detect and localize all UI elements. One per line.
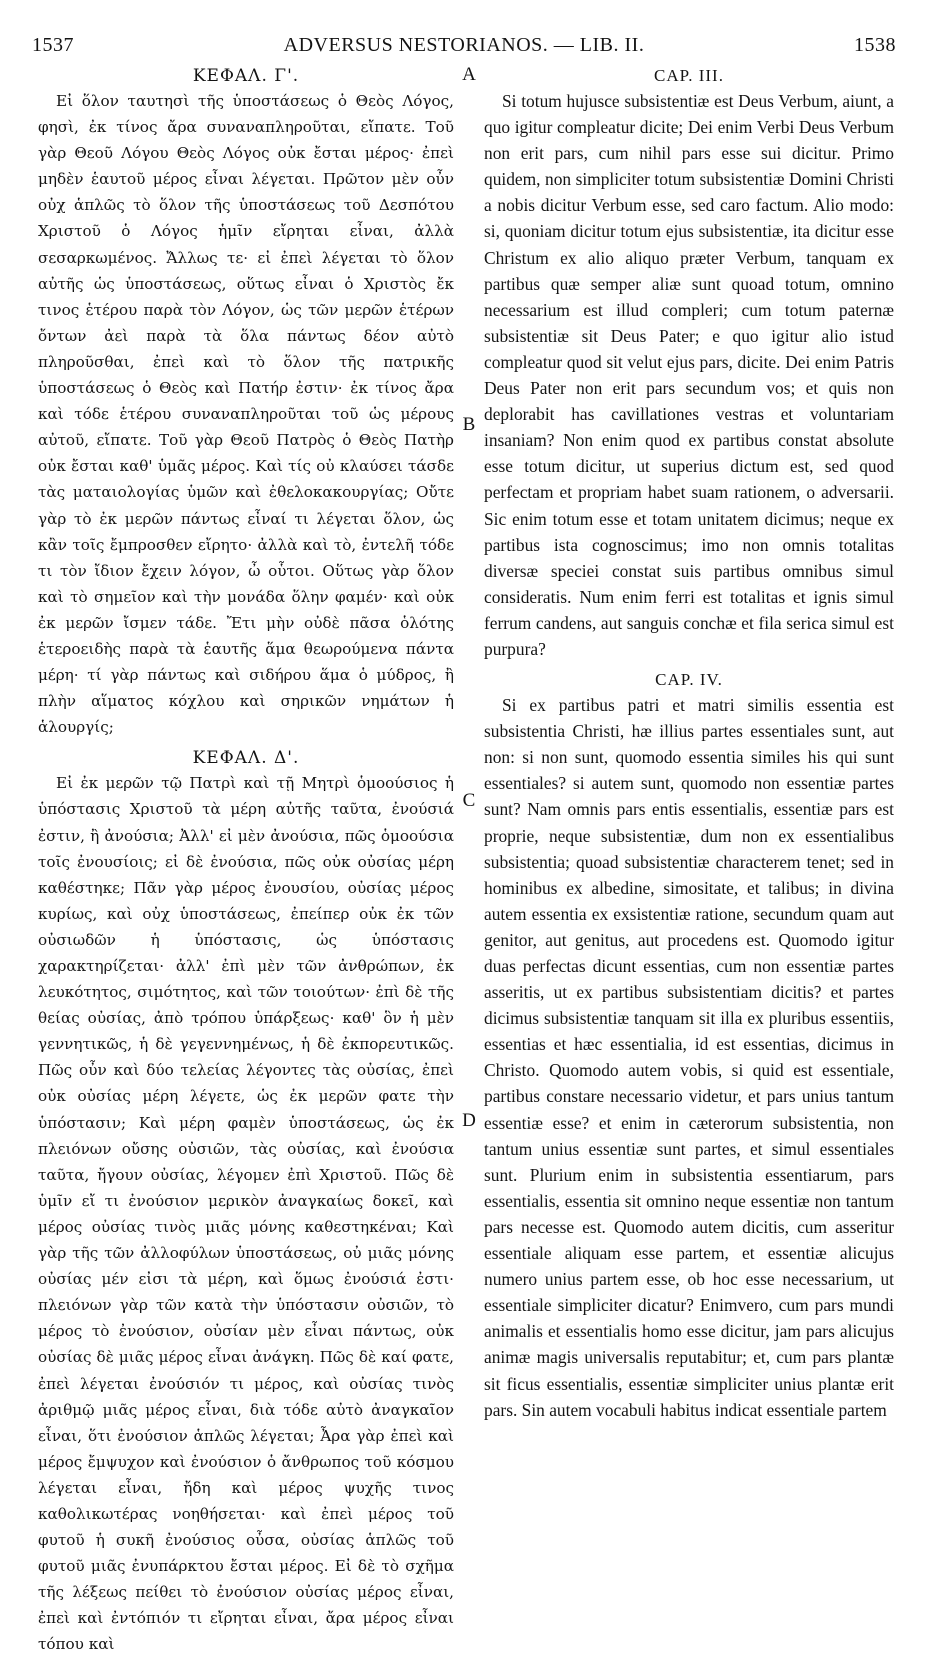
latin-chapter-3-heading: CAP. III. [654,66,724,85]
page-number-left: 1537 [32,34,74,56]
latin-chapter-3-text: Si totum hujusce subsistentiæ est Deus Verbum, aiunt, a quo igitur compleatur dicite; Dei enim Verbi Deus Verbum non erit pars, cum nihil pars esse sui dicitur. Primo quidem, non simpliciter totum subsistentiæ Domini Christi a nobis dicitur Verbum esse, sed caro factum. Alio modo: si, quoniam dicitur totum ejus subsistentiæ, ita dicitur esse Christum ex alio aliquo præter Verbum, tanquam ex partibus quæ semper aliæ sunt quoad totum, omnino necessarium est illud compleri; cum totum paternæ subsistentiæ sit Deus Pater; e quo igitur alio istud compleatur quod sit velut ejus pars, dicite. Dei enim Patris Deus Pater non erit pars secundum vos; et quis non deplorabit has cavillationes vestras et voluntariam insaniam? Non enim quod ex partibus constat absolute esse totum dicitur, ut superius dictum est, sed quod perfectam et propriam habet suam rationem, o adversarii. Sic enim totum esse et totam unitatem dicimus; neque ex partibus ista cognoscimus; imo non omnis totalitas diversæ speciei constat suis partibus omnibus simul consideratis. Num enim ferri est totalitas et ignis simul ferrum candens, aut sanguis conchæ et fila serica simul est purpura? [484,91,894,659]
greek-chapter-4-heading: ΚΕΦΑΛ. Δ'. [192,748,300,769]
greek-column [38,64,454,1658]
running-title: ADVERSUS NESTORIANOS. — LIB. II. [283,34,645,56]
greek-chapter-3-text: Εἰ ὅλον ταυτησὶ τῆς ὑποστάσεως ὁ Θεὸς Λόγος, φησὶ, ἐκ τίνος ἄρα συναναπληροῦται, εἴπατε. Τοῦ γὰρ Θεοῦ Λόγου Θεὸς Λόγος οὐκ ἔσται μέρος· ἐπεὶ μηδὲν ἑαυτοῦ μέρος εἶναι λέγεται. Πρῶτον μὲν οὖν οὐχ ἁπλῶς τὸ ὅλον τῆς ὑποστάσεως τοῦ Δεσπότου Χριστοῦ ὁ Λόγος ἡμῖν εἴρηται εἶναι, ἀλλὰ σεσαρκωμένος. Ἄλλως τε· εἰ ἐπεὶ λέγεται τὸ ὅλον αὐτῆς ὡς ὑποστάσεως, οὕτως εἶναι ὁ Χριστὸς ἔκ τινος ἑτέρου παρὰ τὸν Λόγον, ὡς τῶν μερῶν ἑτέρων ὄντων ἀεὶ παρὰ τὰ ὅλα πάντως δέον αὐτὸ πληροῦσθαι, ἐπεὶ καὶ τὸ ὅλον τῆς πατρικῆς ὑποστάσεως ὁ Θεὸς καὶ Πατήρ ἐστιν· ἐκ τίνος ἄρα καὶ τόδε ἑτέρου συναναπληροῦται τοῦ ὡς μέρους αὐτοῦ, εἴπατε. Τοῦ γὰρ Θεοῦ Πατρὸς ὁ Θεὸς Πατὴρ οὐκ ἔσται καθ' ὑμᾶς μέρος. Καὶ τίς οὐ κλαύσει τάσδε τὰς ματαιολογίας ὑμῶν καὶ ἐθελοκακουργίας; Οὔτε γὰρ τὸ ἐκ μερῶν πάντως εἶναί τι λέγεται ὅλον, ὡς κἂν τοῖς ἔμπροσθεν εἴρητο· ἀλλὰ καὶ τὸ, ἐντελῆ τόδε τι τὸν ἴδιον ἔχειν λόγον, ὦ οὗτοι. Οὕτως γὰρ ὅλον καὶ τὸ σημεῖον καὶ τὴν μονάδα ὅλην φαμέν· καὶ οὐκ ἐκ μερῶν ἴσμεν τάδε. Ἔτι μὴν οὐδὲ πᾶσα ὁλότης ἑτεροειδὴς παρὰ τὰ ἑαυτῆς ἅμα θεωρούμενα πάντα μέρη· τί γὰρ πάντως καὶ σιδήρου ἅμα ὁ μύδρος, ἢ πλὴν αἵματος κόχλου καὶ σηρικῶν νημάτων ἡ ἁλουργίς; [38,92,454,737]
greek-chapter-3-heading: ΚΕΦΑΛ. Γ'. [192,66,300,86]
margin-letter-c: C [462,790,476,811]
latin-chapter-4-text: Si ex partibus patri et matri similis essentia est subsistentia Christi, hæ illius partes essentiales sunt, aut non: si non sunt, quomodo essentia similes his qui sunt essentiales? si autem sunt, quomodo non essentiæ partes sunt? Nam omnis pars entis essentialis, essentiæ pars est proprie, neque subsistentiæ, dum non ex essentialibus subsistentia; quoad subsistentiæ characterem tenet; sed in hominibus ex albedine, simositate, et talibus; in divina autem essentia ex exsistentiæ ratione, secundum quam aut genitor, aut genitus, aut procedens est. Quomodo igitur duas perfectas dicunt essentias, cum non essentiæ partes asseritis, ut ex partibus subsistentiam dicitis? et partes dicimus subsistentiæ tanquam sit illa ex pluribus essentiis, essentias et hæc essentialia, id est essentias, dicimus in Christo. Quomodo autem vobis, si quid est essentiale, partibus constare necessario videtur, et pars unius tantum essentiæ esse? et enim in cæterorum subsistentia, non tantum unius essentiæ sunt partes, et simul essentiales sunt. Plurium enim in subsistentia essentiarum, pars essentialis, essentia sit omnino neque essentiæ non tantum pars necesse est. Quomodo autem dicitis, cum asseritur essentiale aliquam esse partem, et essentiæ alicujus numero unius partem esse, ob hoc esse necessarium, ut essentiale simpliciter dicatur? Enimvero, cum pars mundi animalis et essentialis homo esse dicitur, jam pars alicujus animæ magis universalis reputabitur; et, cum pars plantæ sit ficus essentialis, essentiæ simpliciter unius plantæ erit pars. Sin autem vocabuli habitus indicat essentiale partem [484,695,894,1420]
margin-letter-a: A [462,64,476,85]
greek-chapter-4-text: Εἰ ἐκ μερῶν τῷ Πατρὶ καὶ τῇ Μητρὶ ὁμοούσιος ἡ ὑπόστασις Χριστοῦ τὰ μέρη αὐτῆς ταῦτα, ἐνούσιά ἐστιν, ἢ ἀνούσια; Ἀλλ' εἰ μὲν ἀνούσια, πῶς ὁμοούσια τοῖς ἐνουσίοις; εἰ δὲ ἐνούσια, πῶς οὐκ οὐσίας μέρη καθέστηκε; Πᾶν γὰρ μέρος ἐνουσίου, οὐσίας μέρος κυρίως, καὶ οὐχ ὑποστάσεως, ἐπείπερ οὐκ ἐκ τῶν οὐσιωδῶν ἡ ὑπόστασις, ὡς ὑπόστασις χαρακτηρίζεται· ἀλλ' ἐπὶ μὲν τῶν ἀνθρώπων, ἐκ λευκότητος, σιμότητος, καὶ τῶν τοιούτων· ἐπὶ δὲ τῆς θείας οὐσίας, ἀπὸ τρόπου ὑπάρξεως· καθ' ὃν ἡ μὲν γεννητικῶς, ἡ δὲ γεγεννημένως, ἡ δὲ ἐκπορευτικῶς. Πῶς οὖν καὶ δύο τελείας λέγοντες τὰς οὐσίας, ἐπεὶ οὐκ οὐσίας μέρη λέγετε, ὡς ἐκ μερῶν φατε τὴν ὑπόστασιν; Καὶ μέρη φαμὲν ὑποστάσεως, ὡς ἐκ πλειόνων οὔσης οὐσιῶν, τὰς οὐσίας, καὶ ἐνούσια ταῦτα, ἤγουν οὐσίας, λέγομεν ἐπὶ Χριστοῦ. Πῶς δὲ ὑμῖν εἴ τι ἐνούσιον μερικὸν ἀναγκαίως δοκεῖ, καὶ μέρος οὐσίας τινὸς μιᾶς μόνης καθεστηκέναι; Καὶ γὰρ τῆς τῶν ἀλλοφύλων ὑποστάσεως, οὐ μιᾶς μόνης οὐσίας μέν εἰσι τὰ μέρη, καὶ ὅμως ἐνούσιά ἐστι· πλειόνων γὰρ τῶν κατὰ τὴν ὑπόστασιν οὐσιῶν, τὸ μέρος τὸ ἐνούσιον, οὐσίαν μὲν εἶναι πάντως, οὐκ οὐσίας δὲ μιᾶς μέρος εἶναι ἀνάγκη. Πῶς δὲ καί φατε, ἐπεὶ λέγεται ἐνούσιόν τι μέρος, καὶ οὐσίας τινὸς ἀριθμῷ μιᾶς μέρος εἶναι, διὰ τόδε αὐτὸ ἀναγκαῖον εἶναι, ὅτι ἐνούσιον ἁπλῶς λέγεται; Ἆρα γὰρ ἐπεὶ καὶ μέρος ἔμψυχον καὶ ἐνούσιον ὁ ἄνθρωπος τοῦ κόσμου λέγεται εἶναι, ἤδη καὶ μέρος ψυχῆς τινος καθολικωτέρας νοηθήσεται· καὶ ἐπεὶ μέρος τοῦ φυτοῦ ἡ συκῆ ἐνούσιος οὖσα, οὐσίας ἁπλῶς τοῦ φυτοῦ μιᾶς ἐνυπάρκτου ἔσται μέρος. Εἰ δὲ τὸ σχῆμα τῆς λέξεως πείθει τὸ ἐνούσιον οὐσίας μέρος εἶναι, ἐπεὶ καὶ ἐντόπιόν τι εἴρηται εἶναι, ἄρα μέρος εἶναι τόπου καὶ [38,774,454,1654]
latin-chapter-4-heading: CAP. IV. [655,670,723,690]
margin-letter-d: D [462,1110,476,1131]
latin-column [484,64,894,1423]
running-head [32,34,896,64]
page-number-right: 1538 [854,34,896,56]
margin-letter-b: B [462,414,476,435]
